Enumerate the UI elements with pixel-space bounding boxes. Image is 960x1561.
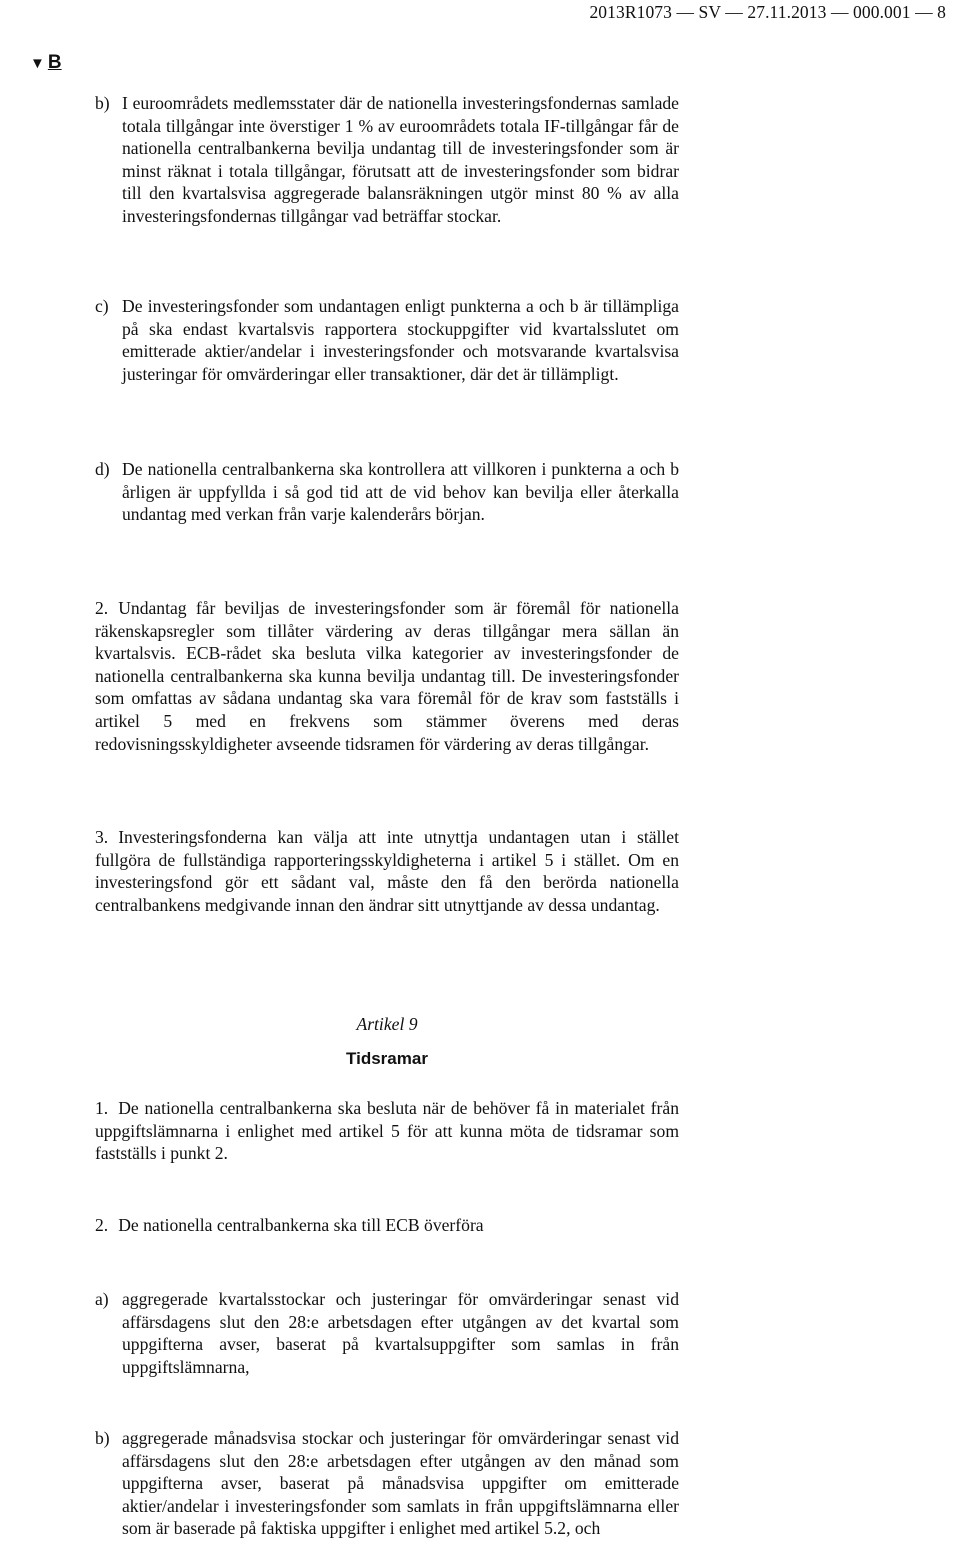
item-text: aggregerade månadsvisa stockar och justeringar för omvärderingar senast vid affärsdagens slut den 28:e arbetsdagen efter utgången av den månad som uppgifterna avser, baserat på månadsvisa uppgifter om emitterade aktier/andelar i investeringsfonder som samlats in från uppgiftslämnarna eller som är baserade på faktiska uppgifter i enlighet med artikel 5.2, och xyxy=(122,1428,679,1539)
list-item-d xyxy=(95,458,679,526)
paragraph-text: De nationella centralbankerna ska besluta när de behöver få in materialet från uppgiftslämnarna i enlighet med artikel 5 för att kunna möta de tidsramar som fastställs i punkt 2. xyxy=(95,1098,679,1164)
article-paragraph-1 xyxy=(95,1097,679,1165)
list-item-b-monthly xyxy=(95,1427,679,1540)
paragraph-text: De nationella centralbankerna ska till ECB överföra xyxy=(118,1215,484,1235)
item-text: De investeringsfonder som undantagen enligt punkterna a och b är tillämpliga på ska endast kvartalsvis rapportera stockuppgifter vid kvartalsslutet om emitterade aktier/andelar i investeringsfonder och motsvarande kvartalsvisa justeringar för omvärderingar eller transaktioner, där det är tillämpligt. xyxy=(122,296,679,384)
paragraph-number: 1. xyxy=(95,1098,109,1118)
amendment-marker xyxy=(30,52,62,74)
item-label: d) xyxy=(95,459,110,479)
paragraph-number: 3. xyxy=(95,827,109,847)
list-item-b xyxy=(95,92,679,228)
item-text: aggregerade kvartalsstockar och justeringar för omvärderingar senast vid affärsdagens slut den 28:e arbetsdagen efter utgången av det kvartal som uppgifterna avser, baserat på kvartalsuppgifter som samlas in från uppgiftslämnarna, xyxy=(122,1289,679,1377)
paragraph-number: 2. xyxy=(95,598,109,618)
item-label: b) xyxy=(95,93,110,113)
article-number: Artikel 9 xyxy=(356,1014,418,1034)
paragraph-text: Undantag får beviljas de investeringsfonder som är föremål för nationella räkenskapsregler som tillåter värdering av deras tillgångar mera sällan än kvartalsvis. ECB-rådet ska besluta vilka kategorier av investeringsfonder de nationella centralbankerna ska kunna bevilja undantag till. De investeringsfonder som omfattas av sådana undantag ska vara föremål för de krav som fastställs i artikel 5 med en frekvens som stämmer överens med deras redovisningsskyldigheter avseende tidsramen för värdering av deras tillgångar. xyxy=(95,598,679,754)
page-header: 2013R1073 — SV — 27.11.2013 — 000.001 — 8 xyxy=(589,2,946,22)
marker-letter: B xyxy=(47,52,62,73)
paragraph-3 xyxy=(95,826,679,916)
item-label: b) xyxy=(95,1428,110,1448)
item-label: c) xyxy=(95,296,109,316)
article-title: Tidsramar xyxy=(346,1049,428,1068)
item-text: De nationella centralbankerna ska kontrollera att villkoren i punkterna a och b årligen är uppfyllda i så god tid att de vid behov kan bevilja eller återkalla undantag med verkan från varje kalenderårs början. xyxy=(122,459,679,525)
list-item-c xyxy=(95,295,679,385)
list-item-a xyxy=(95,1288,679,1378)
item-label: a) xyxy=(95,1289,109,1309)
paragraph-number: 2. xyxy=(95,1215,109,1235)
paragraph-text: Investeringsfonderna kan välja att inte utnyttja undantagen utan i stället fullgöra de fullständiga rapporteringsskyldigheterna i artikel 5 i stället. Om en investeringsfond gör ett sådant val, måste den få den berörda nationella centralbankens medgivande innan den ändrar sitt utnyttjande av dessa undantag. xyxy=(95,827,679,915)
paragraph-2 xyxy=(95,597,679,755)
article-paragraph-2 xyxy=(95,1214,679,1237)
item-text: I euroområdets medlemsstater där de nationella investeringsfondernas samlade totala tillgångar inte överstiger 1 % av euroområdets totala IF-tillgångar får de nationella centralbankerna bevilja undantag till de investeringsfonder som är minst räknat i totala tillgångar, förutsatt att de investeringsfonder som bidrar till den kvartalsvisa aggregerade balansräkningen utgör minst 80 % av alla investeringsfondernas tillgångar vad beträffar stockar. xyxy=(122,93,679,226)
triangle-down-icon: ▼ xyxy=(30,55,45,72)
